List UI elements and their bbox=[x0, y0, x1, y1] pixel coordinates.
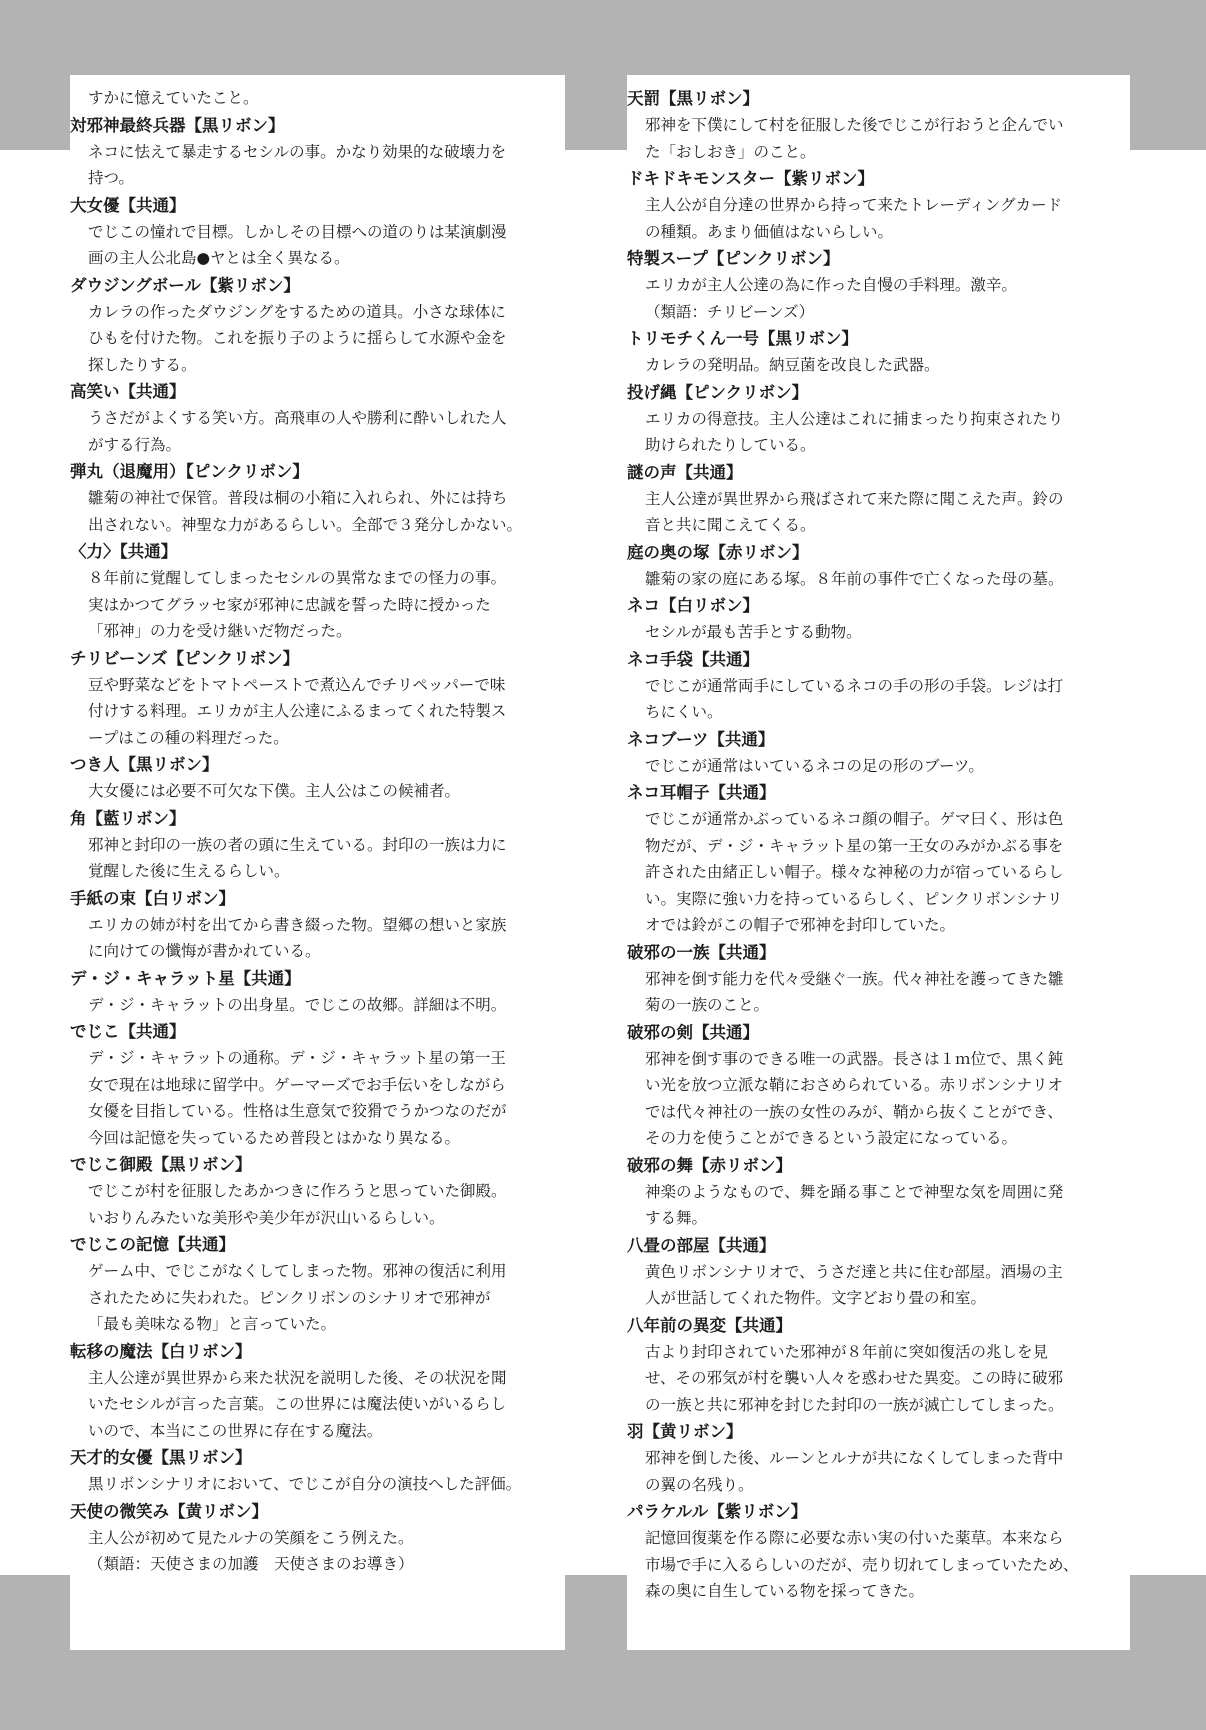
entry-description bbox=[88, 912, 555, 965]
entry-term: 天罰【黒リボン】 bbox=[627, 89, 759, 108]
description-line: いので、本当にこの世界に存在する魔法。 bbox=[88, 1421, 383, 1440]
description-line: 雛菊の神社で保管。普段は桐の小箱に入れられ、外には持ち bbox=[88, 489, 508, 507]
entry-description bbox=[88, 1471, 555, 1498]
description-line: 古より封印されていた邪神が８年前に突如復活の兆しを見 bbox=[645, 1342, 1049, 1361]
glossary-entry bbox=[627, 245, 1120, 325]
right-column bbox=[627, 75, 1130, 1650]
description-line: 主人公達が異世界から飛ばされて来た際に聞こえた声。鈴の bbox=[645, 489, 1064, 508]
left-entry-list bbox=[70, 112, 555, 1578]
entry-description bbox=[645, 192, 1120, 245]
entry-description bbox=[88, 1525, 555, 1578]
description-line: ひもを付けた物。これを振り子のように揺らして水源や金を bbox=[88, 329, 507, 347]
description-line: がする行為。 bbox=[88, 435, 182, 454]
entry-description bbox=[88, 1178, 555, 1231]
description-line: 市場で手に入るらしいのだが、売り切れてしまっていたため、 bbox=[645, 1555, 1079, 1574]
description-line: 女で現在は地球に留学中。ゲーマーズでお手伝いをしながら bbox=[88, 1075, 506, 1094]
entry-description bbox=[88, 219, 555, 272]
entry-description bbox=[645, 753, 1120, 780]
glossary-entry bbox=[70, 1151, 555, 1231]
description-line: 黄色リボンシナリオで、うさだ達と共に住む部屋。酒場の主 bbox=[645, 1262, 1063, 1281]
glossary-entry bbox=[70, 458, 555, 538]
description-line: 持つ。 bbox=[88, 169, 134, 187]
description-line: い。実際に強い力を持っているらしく、ピンクリボンシナリ bbox=[645, 889, 1063, 908]
entry-description bbox=[645, 112, 1120, 165]
glossary-entry bbox=[627, 1019, 1120, 1152]
entry-term: 対邪神最終兵器【黒リボン】 bbox=[70, 115, 285, 135]
entry-term: トリモチくん一号【黒リボン】 bbox=[627, 329, 858, 348]
description-line: の一族と共に邪神を封じた封印の一族が滅亡してしまった。 bbox=[645, 1395, 1064, 1414]
entry-term: デ・ジ・キャラット星【共通】 bbox=[70, 968, 301, 988]
glossary-entry bbox=[627, 592, 1120, 646]
entry-description bbox=[645, 673, 1120, 726]
description-line: その力を使うことができるという設定になっている。 bbox=[645, 1129, 1018, 1147]
glossary-entry bbox=[70, 272, 555, 379]
continuation-text: すかに憶えていたこと。 bbox=[88, 89, 259, 107]
entry-description bbox=[645, 1445, 1120, 1498]
description-line: い光を放つ立派な鞘におさめられている。赤リボンシナリオ bbox=[645, 1076, 1063, 1094]
entry-term: 八年前の異変【共通】 bbox=[627, 1315, 792, 1335]
entry-description bbox=[645, 966, 1120, 1019]
description-line: 主人公達が異世界から来た状況を説明した後、その状況を聞 bbox=[88, 1368, 507, 1387]
entry-term: 庭の奥の塚【赤リボン】 bbox=[627, 542, 809, 562]
description-line: 「邪神」の力を受け継いだ物だった。 bbox=[88, 622, 352, 640]
entry-description bbox=[645, 1179, 1120, 1232]
glossary-entry bbox=[70, 1498, 555, 1578]
description-line: オでは鈴がこの帽子で邪神を封印していた。 bbox=[645, 916, 956, 934]
entry-description bbox=[88, 1365, 555, 1445]
entry-term: 大女優【共通】 bbox=[70, 195, 186, 215]
description-line: 実はかつてグラッセ家が邪神に忠誠を誓った時に授かった bbox=[88, 595, 491, 614]
entry-term: ダウジングボール【紫リボン】 bbox=[70, 275, 300, 295]
entry-description bbox=[88, 299, 555, 379]
description-line: 邪神を下僕にして村を征服した後でじこが行おうと企んでい bbox=[645, 116, 1064, 134]
description-line: 雛菊の家の庭にある塚。８年前の事件で亡くなった母の墓。 bbox=[645, 569, 1064, 588]
glossary-entry bbox=[70, 192, 555, 272]
entry-description bbox=[645, 806, 1120, 939]
description-line: カレラの発明品。納豆菌を改良した武器。 bbox=[645, 356, 940, 374]
glossary-entry bbox=[70, 645, 555, 752]
entry-description bbox=[645, 486, 1120, 539]
description-line: でじこの憧れで目標。しかしその目標への道のりは某演劇漫 bbox=[88, 222, 507, 241]
glossary-entry bbox=[627, 539, 1120, 593]
glossary-entry bbox=[70, 885, 555, 965]
entry-description bbox=[645, 406, 1120, 459]
entry-term: ネコ手袋【共通】 bbox=[627, 649, 759, 669]
entry-description bbox=[645, 566, 1120, 593]
description-line: 主人公が自分達の世界から持って来たトレーディングカード bbox=[645, 196, 1062, 214]
description-line: （類語：チリビーンズ） bbox=[645, 302, 815, 321]
description-line: 探したりする。 bbox=[88, 355, 197, 374]
description-line: でじこが通常かぶっているネコ顔の帽子。ゲマ曰く、形は色 bbox=[645, 810, 1064, 828]
description-line: 大女優には必要不可欠な下僕。主人公はこの候補者。 bbox=[88, 782, 461, 800]
entry-term: 破邪の一族【共通】 bbox=[627, 942, 776, 962]
glossary-entry bbox=[627, 646, 1120, 726]
entry-term: つき人【黒リボン】 bbox=[70, 755, 219, 774]
glossary-entry bbox=[627, 459, 1120, 539]
description-line: 付けする料理。エリカが主人公達にふるまってくれた特製ス bbox=[88, 702, 507, 720]
glossary-entry bbox=[627, 1232, 1120, 1312]
description-line: 神楽のようなもので、舞を踊る事ことで神聖な気を周囲に発 bbox=[645, 1182, 1064, 1201]
entry-description bbox=[88, 778, 555, 805]
description-line: ８年前に覚醒してしまったセシルの異常なまでの怪力の事。 bbox=[88, 569, 507, 587]
entry-term: 転移の魔法【白リボン】 bbox=[70, 1341, 252, 1361]
glossary-entry bbox=[70, 805, 555, 885]
entry-term: 羽【黄リボン】 bbox=[627, 1422, 743, 1441]
entry-term: チリビーンズ【ピンクリボン】 bbox=[70, 648, 300, 668]
description-line: 画の主人公北島●ヤとは全く異なる。 bbox=[88, 249, 350, 267]
glossary-entry bbox=[70, 1231, 555, 1338]
description-line: いたセシルが言った言葉。この世界には魔法使いがいるらし bbox=[88, 1395, 507, 1413]
description-line: 邪神を倒した後、ルーンとルナが共になくしてしまった背中 bbox=[645, 1449, 1064, 1467]
entry-term: 角【藍リボン】 bbox=[70, 808, 186, 828]
description-line: エリカの姉が村を出てから書き綴った物。望郷の想いと家族 bbox=[88, 915, 507, 934]
description-line: 覚醒した後に生えるらしい。 bbox=[88, 862, 290, 880]
entry-description bbox=[88, 832, 555, 885]
glossary-entry bbox=[70, 751, 555, 805]
glossary-entry bbox=[627, 325, 1120, 379]
entry-description bbox=[88, 485, 555, 538]
entry-term: 破邪の剣【共通】 bbox=[627, 1022, 759, 1042]
entry-description bbox=[645, 1046, 1120, 1152]
description-line: 助けられたりしている。 bbox=[645, 436, 816, 454]
description-line: うさだがよくする笑い方。高飛車の人や勝利に酔いしれた人 bbox=[88, 409, 507, 427]
entry-description bbox=[88, 1258, 555, 1338]
description-line: カレラの作ったダウジングをするための道具。小さな球体に bbox=[88, 302, 506, 321]
description-line: 女優を目指している。性格は生意気で狡猾でうかつなのだが bbox=[88, 1102, 507, 1120]
description-line: 「最も美味なる物」と言っていた。 bbox=[88, 1315, 337, 1333]
glossary-entry bbox=[627, 85, 1120, 165]
entry-term: でじこ【共通】 bbox=[70, 1022, 186, 1041]
entry-term: 手紙の束【白リボン】 bbox=[70, 888, 235, 908]
description-line: では代々神社の一族の女性のみが、鞘から抜くことができ、 bbox=[645, 1102, 1063, 1121]
description-line: 邪神と封印の一族の者の頭に生えている。封印の一族は力に bbox=[88, 835, 507, 854]
entry-description bbox=[88, 672, 555, 752]
description-line: セシルが最も苦手とする動物。 bbox=[645, 623, 862, 641]
entry-description bbox=[645, 1339, 1120, 1419]
glossary-entry bbox=[627, 939, 1120, 1019]
glossary-entry bbox=[70, 538, 555, 645]
description-line: 邪神を倒す事のできる唯一の武器。長さは１ｍ位で、黒く鈍 bbox=[645, 1049, 1064, 1068]
description-line: 音と共に聞こえてくる。 bbox=[645, 516, 816, 534]
entry-description bbox=[645, 1525, 1120, 1605]
description-line: ゲーム中、でじこがなくしてしまった物。邪神の復活に利用 bbox=[88, 1262, 507, 1280]
description-line: 菊の一族のこと。 bbox=[645, 996, 770, 1014]
entry-term: ネコ【白リボン】 bbox=[627, 596, 759, 615]
entry-description bbox=[88, 139, 555, 192]
entry-term: ネコ耳帽子【共通】 bbox=[627, 783, 776, 802]
description-line: デ・ジ・キャラットの出身星。でじこの故郷。詳細は不明。 bbox=[88, 995, 507, 1014]
entry-description bbox=[88, 565, 555, 645]
entry-term: 謎の声【共通】 bbox=[627, 462, 743, 482]
glossary-entry bbox=[70, 1444, 555, 1498]
entry-description bbox=[645, 352, 1120, 379]
glossary-entry bbox=[70, 378, 555, 458]
entry-term: 弾丸（退魔用）【ピンクリボン】 bbox=[70, 462, 309, 481]
entry-term: でじこ御殿【黒リボン】 bbox=[70, 1155, 252, 1174]
description-line: 邪神を倒す能力を代々受継ぐ一族。代々神社を護ってきた雛 bbox=[645, 969, 1064, 988]
description-line: エリカの得意技。主人公達はこれに捕まったり拘束されたり bbox=[645, 409, 1064, 428]
description-line: ープはこの種の料理だった。 bbox=[88, 728, 289, 747]
entry-description bbox=[645, 1259, 1120, 1312]
glossary-entry bbox=[627, 1152, 1120, 1232]
description-line: 主人公が初めて見たルナの笑顔をこう例えた。 bbox=[88, 1528, 414, 1547]
description-line: に向けての懺悔が書かれている。 bbox=[88, 942, 321, 960]
description-line: デ・ジ・キャラットの通称。デ・ジ・キャラット星の第一王 bbox=[88, 1049, 506, 1067]
entry-description bbox=[88, 405, 555, 458]
description-line: せ、その邪気が村を襲い人々を惑わせた異変。この時に破邪 bbox=[645, 1369, 1064, 1387]
description-line: でじこが通常はいているネコの足の形のブーツ。 bbox=[645, 756, 984, 775]
entry-term: 投げ縄【ピンクリボン】 bbox=[627, 382, 809, 402]
description-line: の翼の名残り。 bbox=[645, 1475, 754, 1494]
entry-description bbox=[645, 619, 1120, 646]
entry-description bbox=[88, 1045, 555, 1151]
description-line: でじこが村を征服したあかつきに作ろうと思っていた御殿。 bbox=[88, 1182, 507, 1200]
entry-term: 〈力〉【共通】 bbox=[70, 542, 178, 561]
glossary-entry bbox=[627, 726, 1120, 780]
description-line: でじこが通常両手にしているネコの手の形の手袋。レジは打 bbox=[645, 676, 1064, 695]
description-line: た「おしおき」のこと。 bbox=[645, 142, 816, 161]
entry-term: でじこの記憶【共通】 bbox=[70, 1235, 235, 1254]
description-line: エリカが主人公達の為に作った自慢の手料理。激辛。 bbox=[645, 276, 1017, 294]
entry-term: 特製スープ【ピンクリボン】 bbox=[627, 249, 840, 268]
glossary-entry bbox=[627, 379, 1120, 459]
description-line: の種類。あまり価値はないらしい。 bbox=[645, 222, 894, 241]
description-line: 人が世話してくれた物件。文字どおり畳の和室。 bbox=[645, 1289, 987, 1307]
description-line: 森の奥に自生している物を採ってきた。 bbox=[645, 1582, 925, 1600]
description-line: いおりんみたいな美形や美少年が沢山いるらしい。 bbox=[88, 1208, 445, 1227]
entry-term: 破邪の舞【赤リボン】 bbox=[627, 1155, 792, 1175]
entry-term: 天使の微笑み【黄リボン】 bbox=[70, 1501, 268, 1521]
description-line: 豆や野菜などをトマトペーストで煮込んでチリペッパーで味 bbox=[88, 675, 506, 694]
entry-term: パラケルル【紫リボン】 bbox=[627, 1502, 808, 1521]
glossary-entry bbox=[627, 165, 1120, 245]
glossary-entry bbox=[70, 112, 555, 192]
glossary-entry bbox=[627, 1312, 1120, 1419]
description-line: （類語：天使さまの加護 天使さまのお導き） bbox=[88, 1555, 414, 1573]
description-line: ネコに怯えて暴走するセシルの事。かなり効果的な破壊力を bbox=[88, 142, 507, 161]
description-line: 今回は記憶を失っているため普段とはかなり異なる。 bbox=[88, 1128, 461, 1147]
glossary-entry bbox=[627, 779, 1120, 939]
glossary-entry bbox=[627, 1418, 1120, 1498]
entry-term: 天才的女優【黒リボン】 bbox=[70, 1448, 252, 1467]
entry-description bbox=[645, 272, 1120, 325]
description-line: 記憶回復薬を作る際に必要な赤い実の付いた薬草。本来なら bbox=[645, 1529, 1064, 1547]
entry-term: ネコブーツ【共通】 bbox=[627, 729, 775, 749]
glossary-entry bbox=[70, 1338, 555, 1445]
description-line: されたために失われた。ピンクリボンのシナリオで邪神が bbox=[88, 1288, 491, 1307]
entry-term: ドキドキモンスター【紫リボン】 bbox=[627, 169, 875, 188]
entry-description bbox=[88, 992, 555, 1019]
glossary-entry bbox=[70, 1018, 555, 1151]
description-line: する舞。 bbox=[645, 1209, 708, 1227]
description-line: 出されない。神聖な力があるらしい。全部で３発分しかない。 bbox=[88, 515, 523, 534]
entry-term: 八畳の部屋【共通】 bbox=[627, 1235, 776, 1255]
description-line: 物だが、デ・ジ・キャラット星の第一王女のみがかぶる事を bbox=[645, 836, 1064, 855]
description-line: ちにくい。 bbox=[645, 703, 723, 721]
right-entry-list bbox=[627, 85, 1120, 1605]
glossary-entry bbox=[627, 1498, 1120, 1605]
entry-term: 高笑い【共通】 bbox=[70, 382, 186, 401]
left-column bbox=[70, 75, 565, 1650]
glossary-entry bbox=[70, 965, 555, 1019]
description-line: 黒リボンシナリオにおいて、でじこが自分の演技へした評価。 bbox=[88, 1475, 522, 1493]
description-line: 許された由緒正しい帽子。様々な神秘の力が宿っているらし bbox=[645, 863, 1064, 881]
